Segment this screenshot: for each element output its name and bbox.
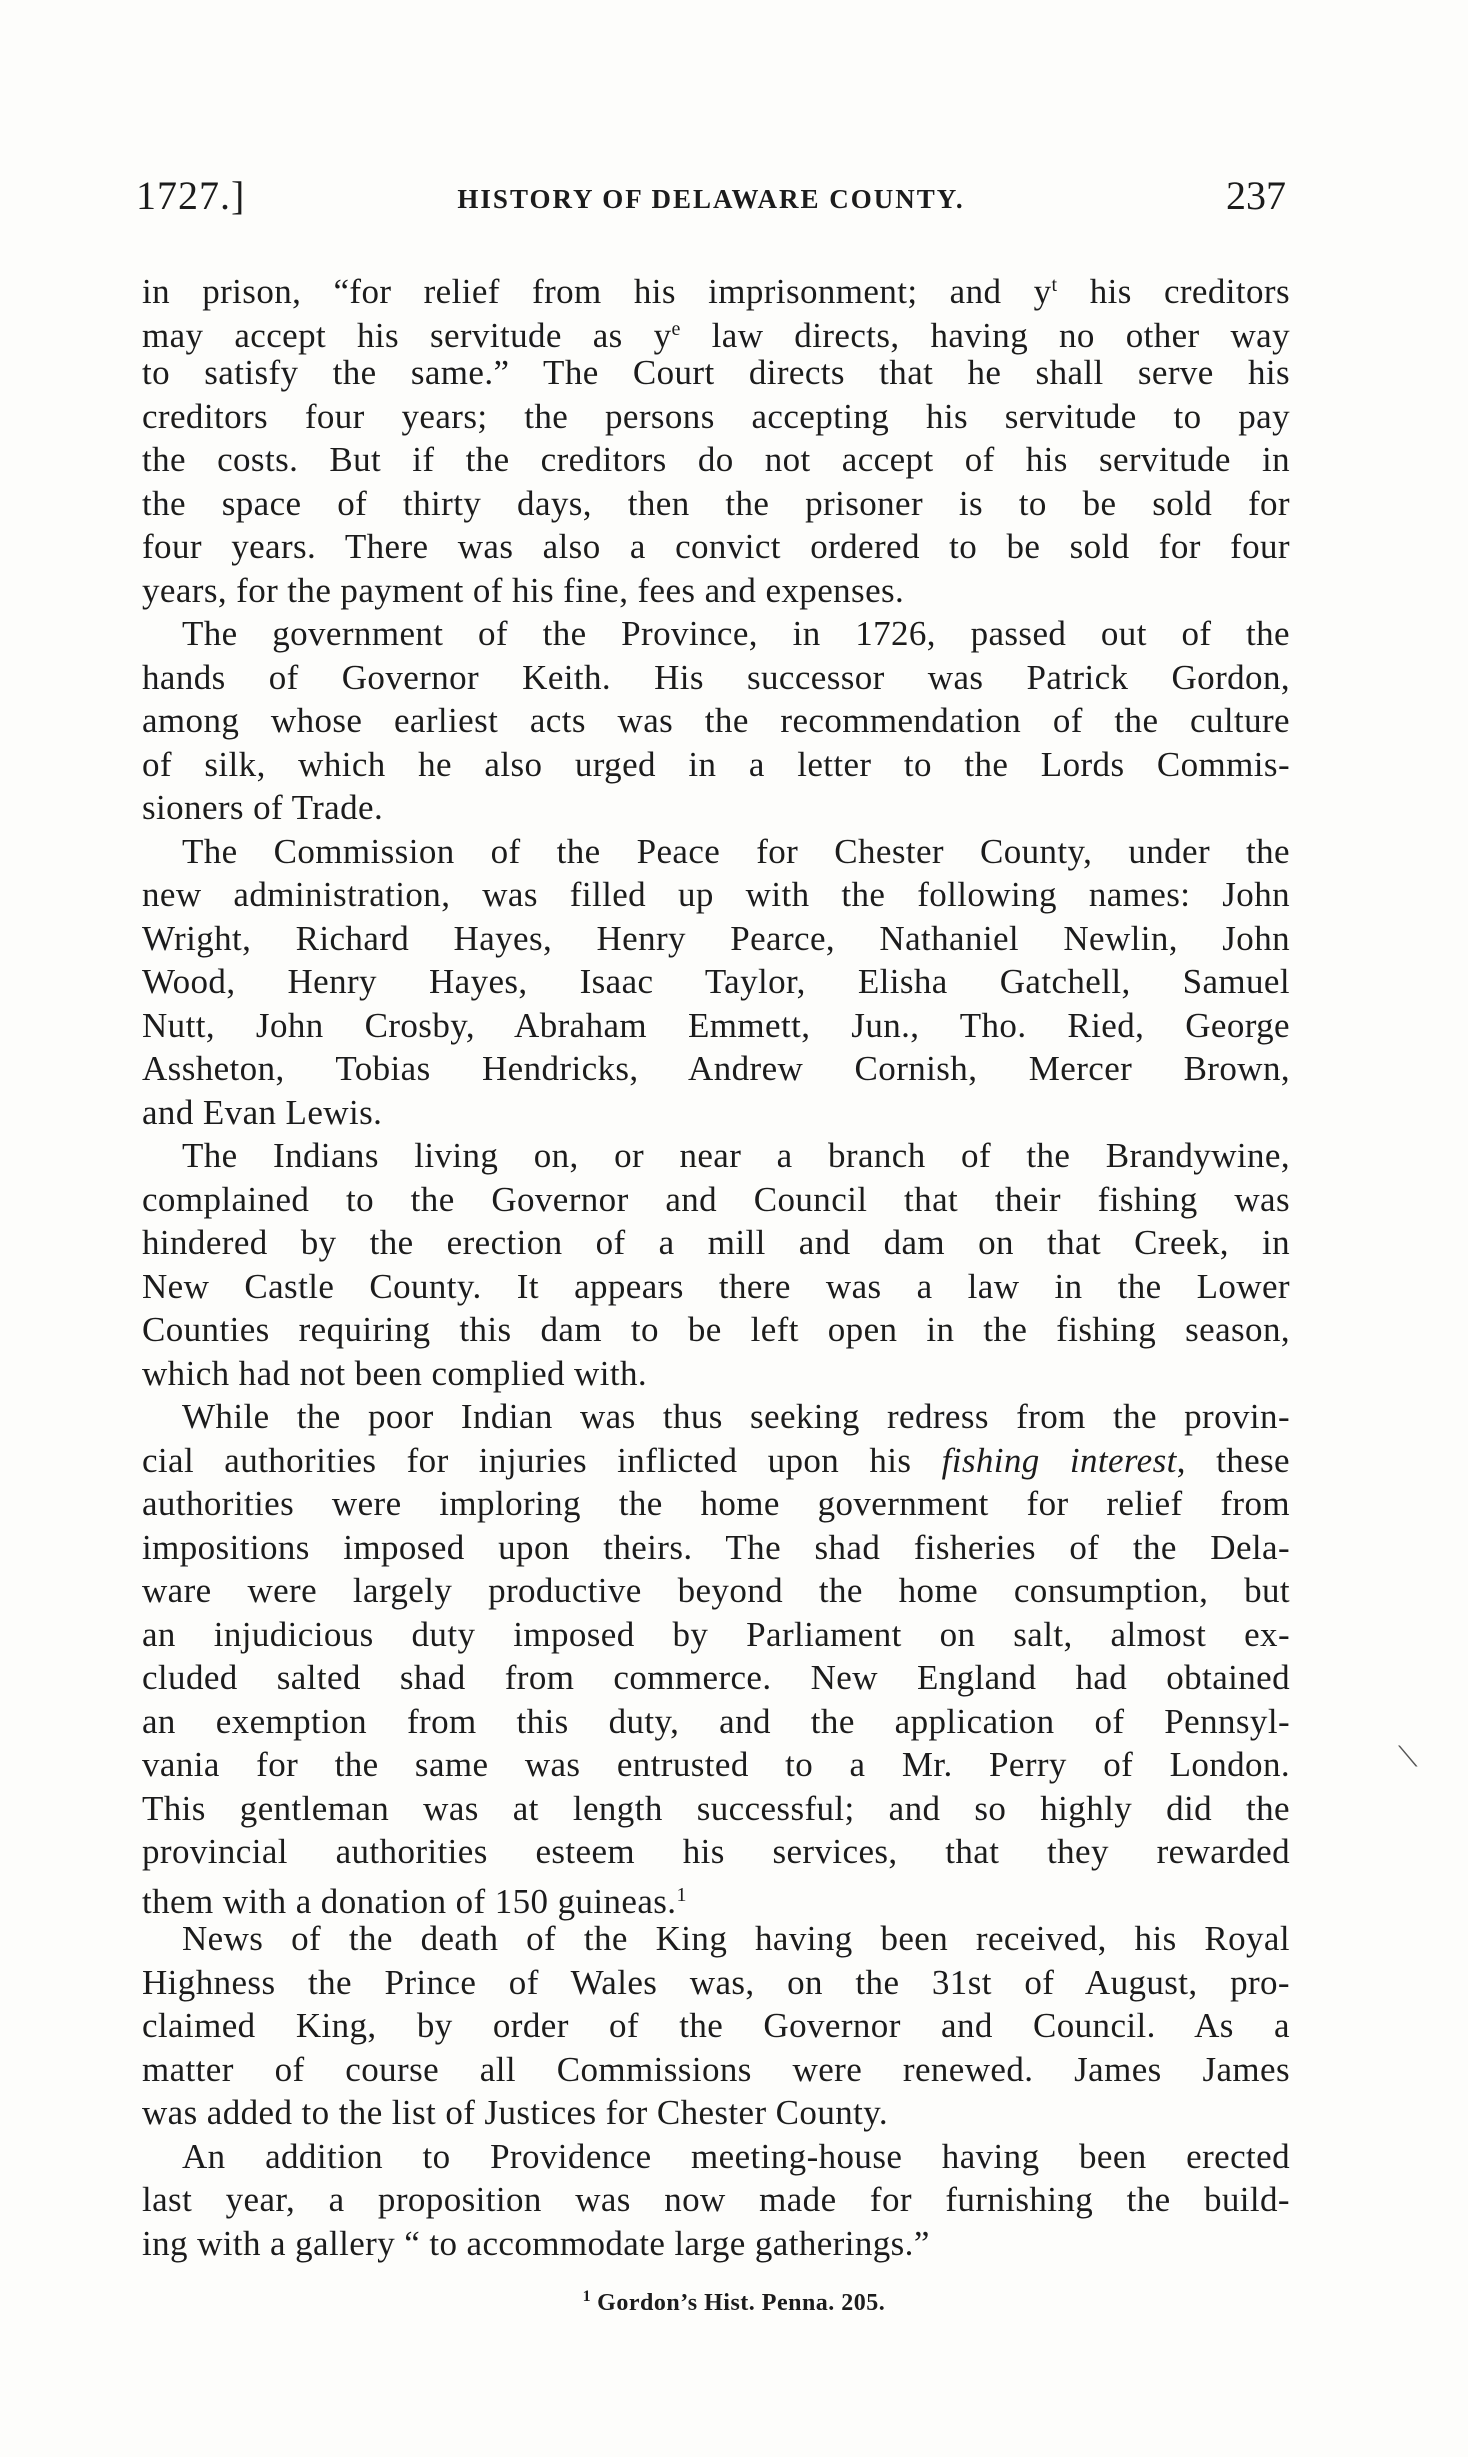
text-line bbox=[142, 1221, 1290, 1265]
line-text: of silk, which he also urged in a letter to the Lords Commis- bbox=[142, 744, 1290, 784]
line-text: an injudicious duty imposed by Parliament on salt, almost ex- bbox=[142, 1614, 1290, 1654]
text-line bbox=[142, 1352, 1290, 1396]
text-line bbox=[142, 917, 1290, 961]
line-text: impositions imposed upon theirs. The shad fisheries of the Dela- bbox=[142, 1527, 1290, 1567]
line-text-continued: , these bbox=[1176, 1440, 1290, 1480]
text-line bbox=[142, 786, 1290, 830]
text-line bbox=[142, 2222, 1290, 2266]
line-text: and Evan Lewis. bbox=[142, 1092, 383, 1132]
line-text: creditors four years; the persons accepting his servitude to pay bbox=[142, 396, 1290, 436]
line-text: The government of the Province, in 1726, passed out of the bbox=[182, 614, 1290, 653]
text-line bbox=[142, 1004, 1290, 1048]
line-text: ware were largely productive beyond the home consumption, but bbox=[142, 1571, 1290, 1610]
text-line bbox=[142, 1961, 1290, 2005]
line-text: cluded salted shad from commerce. New England had obtained bbox=[142, 1658, 1290, 1697]
line-text: Counties requiring this dam to be left open in the fishing season, bbox=[142, 1310, 1290, 1349]
line-text: the space of thirty days, then the prisoner is to be sold for bbox=[142, 483, 1290, 523]
line-text: The Commission of the Peace for Chester County, under the bbox=[182, 831, 1290, 871]
line-text: News of the death of the King having been received, his Royal bbox=[182, 1919, 1290, 1958]
text-line bbox=[142, 2135, 1290, 2179]
text-line bbox=[142, 699, 1290, 743]
line-text: hindered by the erection of a mill and dam on that Creek, in bbox=[142, 1223, 1290, 1262]
line-text: provincial authorities esteem his services, that they rewarded bbox=[142, 1832, 1290, 1871]
line-text: ing with a gallery “ to accommodate large gatherings.” bbox=[142, 2223, 930, 2263]
text-line bbox=[142, 2178, 1290, 2222]
line-text: was added to the list of Justices for Chester County. bbox=[142, 2093, 889, 2132]
text-line bbox=[142, 1656, 1290, 1700]
line-text: Highness the Prince of Wales was, on the 31st of August, pro- bbox=[142, 1962, 1290, 2002]
line-text: This gentleman was at length successful; and so highly did the bbox=[142, 1788, 1290, 1828]
footnote-marker: 1 bbox=[582, 2288, 592, 2305]
text-line bbox=[142, 1134, 1290, 1178]
text-line bbox=[142, 525, 1290, 569]
line-text: last year, a proposition was now made for furnishing the build- bbox=[142, 2180, 1290, 2219]
text-line bbox=[142, 1874, 1290, 1921]
text-line bbox=[142, 1830, 1290, 1874]
text-line bbox=[142, 264, 1290, 311]
text-line bbox=[142, 960, 1290, 1004]
line-text: may accept his servitude as y bbox=[142, 315, 672, 355]
line-text: vania for the same was entrusted to a Mr. Perry of London. bbox=[142, 1745, 1290, 1784]
line-text: to satisfy the same.” The Court directs that he shall serve his bbox=[142, 353, 1290, 392]
footnote bbox=[0, 2288, 1468, 2317]
text-line bbox=[142, 873, 1290, 917]
line-text: complained to the Governor and Council that their fishing was bbox=[142, 1179, 1290, 1219]
line-text: years, for the payment of his fine, fees and expenses. bbox=[142, 570, 905, 610]
line-text-continued: law directs, having no other way bbox=[680, 315, 1291, 355]
line-text: matter of course all Commissions were renewed. James James bbox=[142, 2049, 1290, 2089]
text-line bbox=[142, 1787, 1290, 1831]
text-line bbox=[142, 2048, 1290, 2092]
line-text: among whose earliest acts was the recommendation of the culture bbox=[142, 701, 1290, 740]
body-text bbox=[142, 264, 1290, 2265]
line-text: hands of Governor Keith. His successor was Patrick Gordon, bbox=[142, 657, 1290, 697]
line-text: An addition to Providence meeting-house having been erected bbox=[182, 2136, 1290, 2176]
line-text: Wright, Richard Hayes, Henry Pearce, Nathaniel Newlin, John bbox=[142, 918, 1290, 958]
text-line bbox=[142, 1482, 1290, 1526]
line-text: New Castle County. It appears there was a law in the Lower bbox=[142, 1266, 1290, 1306]
superscript: e bbox=[671, 317, 681, 340]
header-year: 1727.] bbox=[136, 173, 246, 218]
running-head bbox=[136, 172, 1286, 232]
text-line bbox=[142, 1047, 1290, 1091]
margin-dash-mark: ⟍ bbox=[1398, 1742, 1418, 1773]
line-text: the costs. But if the creditors do not accept of his servitude in bbox=[142, 440, 1290, 479]
line-text: While the poor Indian was thus seeking redress from the provin- bbox=[182, 1397, 1290, 1436]
line-text: in prison, “for relief from his imprisonment; and y bbox=[142, 272, 1052, 311]
line-text: cial authorities for injuries inflicted upon his bbox=[142, 1440, 942, 1480]
text-line bbox=[142, 1569, 1290, 1613]
text-line bbox=[142, 1308, 1290, 1352]
line-text-continued: his creditors bbox=[1057, 272, 1290, 311]
text-line bbox=[142, 2091, 1290, 2135]
text-line bbox=[142, 1091, 1290, 1135]
line-text: authorities were imploring the home government for relief from bbox=[142, 1484, 1290, 1523]
line-text: claimed King, by order of the Governor and Council. As a bbox=[142, 2006, 1290, 2045]
text-line bbox=[142, 395, 1290, 439]
text-line bbox=[142, 1178, 1290, 1222]
line-text: Nutt, John Crosby, Abraham Emmett, Jun., Tho. Ried, George bbox=[142, 1005, 1290, 1045]
italic-text: fishing interest bbox=[941, 1440, 1177, 1480]
line-text: Wood, Henry Hayes, Isaac Taylor, Elisha Gatchell, Samuel bbox=[142, 962, 1290, 1001]
line-text: which had not been complied with. bbox=[142, 1353, 648, 1393]
text-line bbox=[142, 1395, 1290, 1439]
line-text: new administration, was filled up with the following names: John bbox=[142, 875, 1290, 914]
text-line bbox=[142, 482, 1290, 526]
header-title: HISTORY OF DELAWARE COUNTY. bbox=[457, 184, 965, 214]
text-line bbox=[142, 2004, 1290, 2048]
text-line bbox=[142, 308, 1291, 355]
text-line bbox=[142, 1700, 1290, 1744]
text-line bbox=[142, 351, 1290, 395]
text-line bbox=[142, 1439, 1290, 1483]
text-line bbox=[142, 656, 1290, 700]
text-line bbox=[142, 830, 1290, 874]
line-text: them with a donation of 150 guineas. bbox=[142, 1881, 677, 1921]
text-line bbox=[142, 1265, 1290, 1309]
page-number: 237 bbox=[1226, 173, 1286, 218]
text-line bbox=[142, 1613, 1290, 1657]
text-line bbox=[142, 1526, 1290, 1570]
text-line bbox=[142, 1743, 1290, 1787]
text-line bbox=[142, 569, 1290, 613]
line-text: sioners of Trade. bbox=[142, 788, 384, 827]
line-text: four years. There was also a convict ordered to be sold for four bbox=[142, 527, 1290, 566]
superscript: 1 bbox=[676, 1883, 687, 1906]
text-line bbox=[142, 1917, 1290, 1961]
line-text: Assheton, Tobias Hendricks, Andrew Cornish, Mercer Brown, bbox=[142, 1049, 1290, 1088]
text-line bbox=[142, 438, 1290, 482]
line-text: The Indians living on, or near a branch of the Brandywine, bbox=[182, 1136, 1290, 1175]
line-text: an exemption from this duty, and the application of Pennsyl- bbox=[142, 1701, 1290, 1741]
superscript: t bbox=[1051, 274, 1058, 296]
text-line bbox=[142, 743, 1290, 787]
footnote-text: Gordon’s Hist. Penna. 205. bbox=[597, 2290, 886, 2316]
text-line bbox=[142, 612, 1290, 656]
